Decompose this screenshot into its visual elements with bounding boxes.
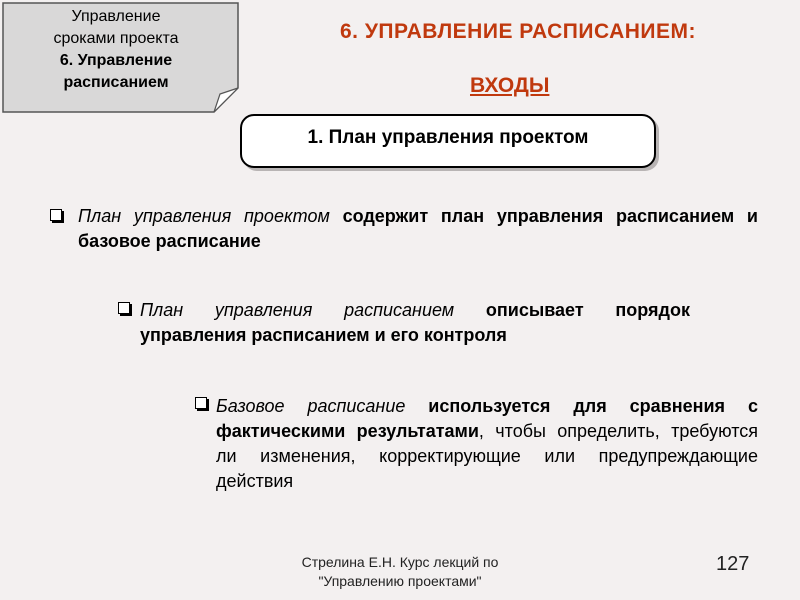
page-number-value: 127 [716,553,750,575]
section-note [2,2,240,114]
bullet-checkbox-icon [50,209,62,221]
slide-title: 6. УПРАВЛЕНИЕ РАСПИСАНИЕМ: [339,20,697,43]
footer-line-1: Стрелина Е.Н. Курс лекций по [301,554,499,570]
bullet-paragraph-2 [140,298,690,348]
bullet-1-italic: План управления проектом [78,206,330,226]
footer-line-2: "Управлению проектами" [318,573,482,589]
slide-subtitle: ВХОДЫ [470,74,550,97]
bullet-paragraph-3 [216,394,758,494]
note-line-4: расписанием [63,74,169,91]
bullet-1-bold: содержит план управления расписанием и базовое расписание [78,206,758,251]
input-box [240,114,656,168]
slide-footer [250,553,550,591]
bullet-3-tail: , чтобы определить, требуются ли изменения, корректирующие или предупреждающие действия [216,421,758,491]
bullet-3-italic: Базовое расписание [216,396,406,416]
input-box-label: 1. План управления проектом [307,127,589,148]
bullet-2-bold: описывает порядок управления расписанием и его контроля [140,300,690,345]
bullet-paragraph-1 [78,204,758,254]
bullet-checkbox-icon [195,397,207,409]
note-line-3: 6. Управление [59,52,173,69]
bullet-2-italic: План управления расписанием [140,300,455,320]
note-line-2: сроками проекта [53,30,179,47]
bullet-checkbox-icon [118,302,130,314]
note-line-1: Управление [71,8,161,25]
bullet-3-bold: используется для сравнения с фактическими результатами [216,396,758,441]
page-number [716,553,749,576]
